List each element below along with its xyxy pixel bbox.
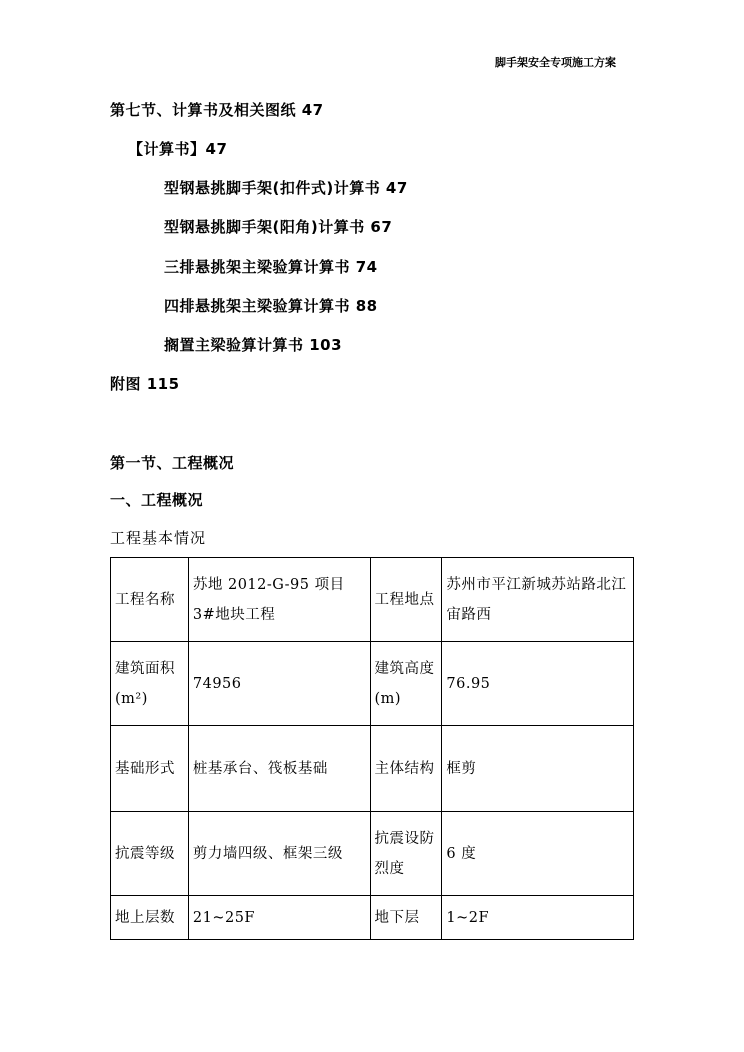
toc-entry-three-row[interactable]: 三排悬挑架主梁验算计算书 74 xyxy=(164,258,378,276)
label-floors-above: 地上层数 xyxy=(111,896,189,940)
value-foundation-type: 桩基承台、筏板基础 xyxy=(188,726,370,812)
toc-entry-rest-beam[interactable]: 搁置主梁验算计算书 103 xyxy=(164,336,343,354)
toc-entry-four-row[interactable]: 四排悬挑架主梁验算计算书 88 xyxy=(164,297,378,315)
label-building-height: 建筑高度(m) xyxy=(370,642,442,726)
label-foundation-type: 基础形式 xyxy=(111,726,189,812)
value-building-area: 74956 xyxy=(188,642,370,726)
label-building-area: 建筑面积(m²) xyxy=(111,642,189,726)
value-main-structure: 框剪 xyxy=(442,726,634,812)
toc-entry-appendix[interactable]: 附图 115 xyxy=(110,375,180,393)
project-info-table xyxy=(110,557,634,940)
toc-entry-section7[interactable]: 第七节、计算书及相关图纸 47 xyxy=(110,101,324,119)
value-seismic-intensity: 6 度 xyxy=(442,812,634,896)
label-project-location: 工程地点 xyxy=(370,558,442,642)
label-floors-below: 地下层 xyxy=(370,896,442,940)
label-project-name: 工程名称 xyxy=(111,558,189,642)
table-row xyxy=(111,812,634,896)
toc-entry-calculation-book[interactable]: 【计算书】47 xyxy=(128,140,228,158)
section-subtitle: 一、工程概况 xyxy=(110,491,204,509)
page-header-title: 脚手架安全专项施工方案 xyxy=(495,56,616,69)
table-row xyxy=(111,558,634,642)
table-caption: 工程基本情况 xyxy=(110,529,207,547)
section-title: 第一节、工程概况 xyxy=(110,454,235,472)
table-row xyxy=(111,642,634,726)
label-seismic-grade: 抗震等级 xyxy=(111,812,189,896)
value-building-height: 76.95 xyxy=(442,642,634,726)
table-row xyxy=(111,896,634,940)
label-main-structure: 主体结构 xyxy=(370,726,442,812)
toc-entry-cantilever-fastener[interactable]: 型钢悬挑脚手架(扣件式)计算书 47 xyxy=(164,179,408,197)
toc-entry-cantilever-corner[interactable]: 型钢悬挑脚手架(阳角)计算书 67 xyxy=(164,218,393,236)
label-seismic-intensity: 抗震设防烈度 xyxy=(370,812,442,896)
value-project-location: 苏州市平江新城苏站路北江宙路西 xyxy=(442,558,634,642)
value-floors-above: 21~25F xyxy=(188,896,370,940)
value-project-name: 苏地 2012-G-95 项目3#地块工程 xyxy=(188,558,370,642)
value-seismic-grade: 剪力墙四级、框架三级 xyxy=(188,812,370,896)
table-row xyxy=(111,726,634,812)
value-floors-below: 1~2F xyxy=(442,896,634,940)
